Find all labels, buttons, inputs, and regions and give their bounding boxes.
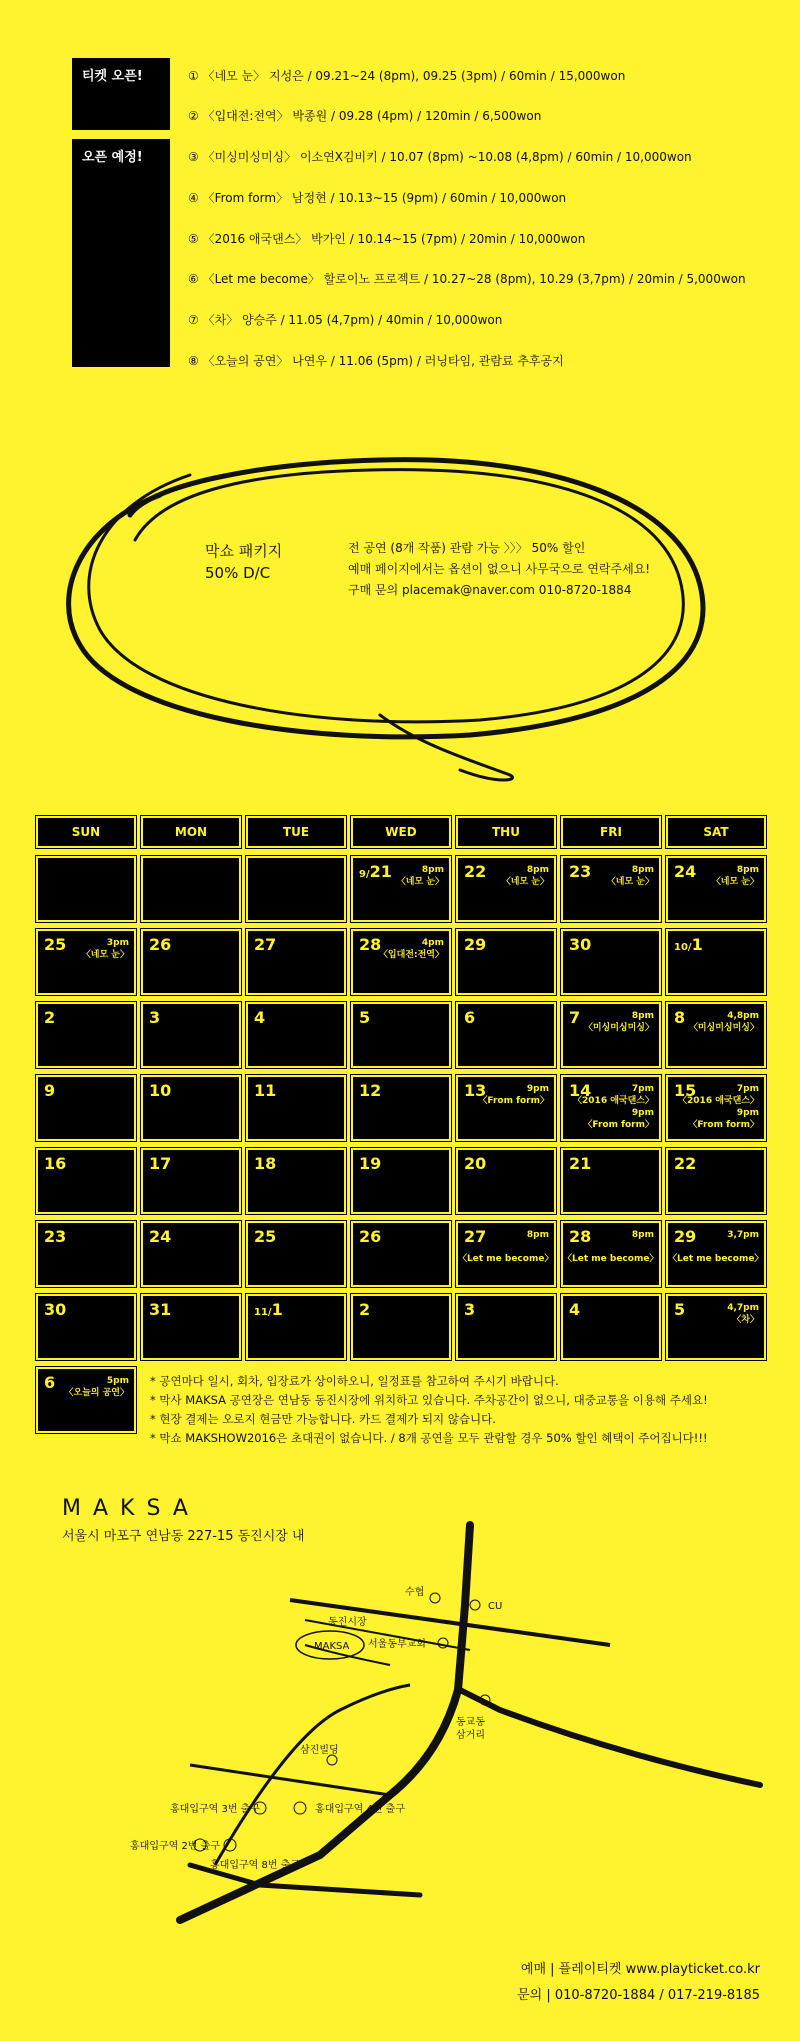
calendar-event	[478, 1083, 549, 1107]
calendar-event	[502, 864, 549, 888]
calendar-date	[674, 1008, 685, 1027]
calendar-day-number: 26	[359, 1227, 382, 1246]
calendar-date	[44, 1008, 55, 1027]
calendar-cell	[666, 1148, 766, 1214]
calendar-date	[149, 935, 171, 954]
ticket-open-label: 티켓 오픈!	[72, 58, 170, 130]
calendar-date	[254, 1008, 265, 1027]
calendar-date	[674, 862, 696, 881]
calendar-day-number: 7	[569, 1008, 581, 1027]
calendar-date	[44, 1227, 66, 1246]
calendar-cell	[351, 1002, 451, 1068]
calendar-day-number: 16	[44, 1154, 67, 1173]
calendar-day-number: 9	[44, 1081, 56, 1100]
calendar-cell	[561, 929, 661, 995]
calendar-event-line: 5pm	[106, 1376, 129, 1386]
calendar-date	[44, 1081, 55, 1100]
calendar-cell	[246, 856, 346, 922]
calendar-date	[569, 935, 591, 954]
calendar-date	[464, 862, 486, 881]
schedule-item-5: ⑤ 〈2016 애국댄스〉 박가인 / 10.14~15 (7pm) / 20min / 10,000won	[188, 232, 586, 246]
calendar-day-number: 5	[359, 1008, 371, 1027]
calendar-date	[674, 935, 703, 954]
calendar-cell	[561, 1221, 661, 1287]
calendar-event	[712, 864, 759, 888]
calendar-cell	[36, 1367, 136, 1433]
calendar-event-line: 〈미싱미싱미싱〉	[583, 1023, 654, 1033]
calendar-event	[64, 1375, 129, 1399]
calendar-event-line	[668, 1241, 759, 1253]
footer-contact: 문의 | 010-8720-1884 / 017-219-8185	[517, 1988, 760, 2003]
note-2: * 막사 MAKSA 공연장은 연남동 동진시장에 위치하고 있습니다. 주차공간이 없으니, 대중교통을 이용해 주세요!	[150, 1393, 708, 1407]
calendar-cell	[36, 1294, 136, 1360]
calendar-cell	[246, 929, 346, 995]
schedule-item-7: ⑦ 〈차〉 양승주 / 11.05 (4,7pm) / 40min / 10,000won	[188, 313, 503, 327]
schedule-item-2: ② 〈입대전:전역〉 박종원 / 09.28 (4pm) / 120min / 6,500won	[188, 109, 542, 123]
map-exit3: 홍대입구역 3번 출구	[170, 1804, 260, 1815]
calendar-cell	[666, 1075, 766, 1141]
calendar-event-line: 8pm	[736, 865, 759, 875]
calendar-cell	[666, 1294, 766, 1360]
calendar-event-line: 〈2016 애국댄스〉	[678, 1096, 759, 1106]
calendar-day-number: 18	[254, 1154, 277, 1173]
map-junction1: 동교동	[456, 1717, 485, 1728]
calendar-date	[44, 935, 66, 954]
day-header-fri: FRI	[561, 816, 661, 848]
calendar-day-number: 30	[44, 1300, 67, 1319]
calendar-cell	[351, 1075, 451, 1141]
calendar-date	[359, 935, 381, 954]
calendar-day-number: 22	[674, 1154, 697, 1173]
calendar-day-number: 31	[149, 1300, 172, 1319]
calendar-cell	[351, 1148, 451, 1214]
calendar-event-line: 〈네모 눈〉	[606, 877, 654, 887]
calendar-event	[82, 937, 129, 961]
calendar-day-number: 1	[271, 1300, 283, 1319]
calendar-cell	[246, 1294, 346, 1360]
calendar-cell	[36, 1002, 136, 1068]
map-dongjin: 동진시장	[328, 1617, 367, 1628]
day-header-thu: THU	[456, 816, 556, 848]
calendar-date	[254, 1154, 276, 1173]
map-church: 서울동부교회	[368, 1639, 426, 1650]
calendar-event	[379, 937, 444, 961]
calendar-event-line	[563, 1241, 654, 1253]
calendar-cell	[36, 929, 136, 995]
calendar-cell	[666, 856, 766, 922]
calendar-day-number: 6	[44, 1373, 56, 1392]
calendar-event-line: 4,7pm	[727, 1303, 759, 1313]
calendar-cell	[141, 1075, 241, 1141]
calendar-cell	[351, 1221, 451, 1287]
calendar-cell	[246, 1002, 346, 1068]
calendar-event-line: 〈네모 눈〉	[81, 950, 129, 960]
calendar-cell	[141, 1221, 241, 1287]
calendar-day-number: 21	[369, 862, 392, 881]
calendar-cell	[561, 1148, 661, 1214]
calendar-day-number: 23	[44, 1227, 67, 1246]
calendar-event-line: 〈Let me become〉	[563, 1254, 659, 1264]
calendar-date	[359, 1227, 381, 1246]
calendar-event-line: 〈Let me become〉	[668, 1254, 764, 1264]
calendar-date	[149, 1081, 171, 1100]
calendar-day-number: 4	[569, 1300, 581, 1319]
calendar-event-line: 8pm	[421, 865, 444, 875]
calendar-cell	[246, 1148, 346, 1214]
calendar-event-line: 9pm	[736, 1108, 759, 1118]
calendar-event	[607, 864, 654, 888]
calendar-date	[44, 1373, 55, 1392]
calendar-event-line: 〈미싱미싱미싱〉	[688, 1023, 759, 1033]
calendar-event-line: 3pm	[106, 938, 129, 948]
calendar-event-line: 9pm	[526, 1084, 549, 1094]
schedule-item-1: ① 〈네모 눈〉 지성은 / 09.21~24 (8pm), 09.25 (3pm) / 60min / 15,000won	[188, 69, 626, 83]
note-3: * 현장 결제는 오로지 현금만 가능합니다. 카드 결제가 되지 않습니다.	[150, 1412, 496, 1426]
schedule-item-3: ③ 〈미싱미싱미싱〉 이소연X김비키 / 10.07 (8pm) ~10.08 (4,8pm) / 60min / 10,000won	[188, 150, 692, 164]
calendar-date	[569, 862, 591, 881]
calendar-cell	[246, 1075, 346, 1141]
calendar-date	[149, 1300, 171, 1319]
day-header-tue: TUE	[246, 816, 346, 848]
calendar-cell	[141, 1148, 241, 1214]
calendar-day-number: 2	[359, 1300, 371, 1319]
calendar-date	[674, 1154, 696, 1173]
calendar-month-prefix: 11/	[254, 1307, 272, 1318]
calendar-event	[689, 1010, 759, 1034]
calendar-day-number: 23	[569, 862, 592, 881]
calendar-day-number: 24	[674, 862, 697, 881]
calendar-cell	[141, 1002, 241, 1068]
calendar-day-number: 19	[359, 1154, 382, 1173]
calendar-date	[569, 1154, 591, 1173]
calendar-event-line: 〈2016 애국댄스〉	[573, 1096, 654, 1106]
calendar-day-number: 2	[44, 1008, 56, 1027]
calendar-event	[397, 864, 444, 888]
calendar-date	[674, 1300, 685, 1319]
calendar-event	[668, 1229, 764, 1265]
calendar-cell	[141, 929, 241, 995]
calendar-event-line: 〈Let me become〉	[458, 1254, 554, 1264]
package-ellipse-scribble	[40, 415, 740, 795]
calendar-event-line	[458, 1241, 549, 1253]
schedule-item-4: ④ 〈From form〉 남정현 / 10.13~15 (9pm) / 60min / 10,000won	[188, 191, 567, 205]
calendar-date	[359, 1008, 370, 1027]
calendar-day-number: 22	[464, 862, 487, 881]
calendar-date	[44, 1154, 66, 1173]
calendar-day-number: 28	[359, 935, 382, 954]
calendar-date	[359, 1300, 370, 1319]
calendar-date	[359, 862, 392, 881]
calendar-event-line: 8pm	[631, 1011, 654, 1021]
calendar-cell	[36, 1148, 136, 1214]
venue-address: 서울시 마포구 연남동 227-15 동진시장 내	[62, 1529, 305, 1544]
calendar-cell	[351, 856, 451, 922]
calendar-event-line: 〈네모 눈〉	[501, 877, 549, 887]
calendar-cell	[456, 1148, 556, 1214]
map-building: 삼진빌딩	[300, 1745, 339, 1756]
calendar-event-line: 4pm	[421, 938, 444, 948]
calendar-day-number: 17	[149, 1154, 172, 1173]
calendar-day-number: 24	[149, 1227, 172, 1246]
calendar-cell	[561, 1002, 661, 1068]
calendar-cell	[666, 1221, 766, 1287]
calendar-event	[573, 1083, 654, 1131]
calendar-event	[678, 1083, 759, 1131]
note-4: * 막쇼 MAKSHOW2016은 초대권이 없습니다. / 8개 공연을 모두 관람할 경우 50% 할인 혜택이 주어집니다!!!	[150, 1431, 708, 1445]
calendar-cell	[456, 1075, 556, 1141]
calendar-date	[464, 1008, 475, 1027]
calendar-cell	[456, 856, 556, 922]
calendar-day-number: 6	[464, 1008, 476, 1027]
calendar-event-line: 8pm	[526, 865, 549, 875]
calendar-day-number: 13	[464, 1081, 487, 1100]
calendar-day-number: 3	[464, 1300, 476, 1319]
calendar-day-number: 8	[674, 1008, 686, 1027]
calendar-day-number: 26	[149, 935, 172, 954]
calendar-event-line: 〈From form〉	[478, 1096, 549, 1106]
package-discount: 50% D/C	[205, 564, 271, 582]
calendar-cell	[351, 929, 451, 995]
calendar-event-line: 8pm	[526, 1230, 549, 1240]
calendar-month-prefix: 9/	[359, 869, 370, 880]
calendar-event	[458, 1229, 554, 1265]
calendar-day-number: 3	[149, 1008, 161, 1027]
day-header-sat: SAT	[666, 816, 766, 848]
calendar-date	[569, 1300, 580, 1319]
calendar-day-number: 30	[569, 935, 592, 954]
calendar-event-line: 〈네모 눈〉	[711, 877, 759, 887]
calendar-event-line: 4,8pm	[727, 1011, 759, 1021]
calendar-cell	[456, 1294, 556, 1360]
calendar-event-line: 7pm	[736, 1084, 759, 1094]
calendar-date	[569, 1008, 580, 1027]
calendar-event-line: 3,7pm	[727, 1230, 759, 1240]
calendar-day-number: 28	[569, 1227, 592, 1246]
note-1: * 공연마다 일시, 회차, 입장료가 상이하오니, 일정표를 참고하여 주시기 바랍니다.	[150, 1374, 559, 1388]
calendar-day-number: 29	[674, 1227, 697, 1246]
calendar-cell	[141, 1294, 241, 1360]
calendar-event-line: 8pm	[631, 1230, 654, 1240]
calendar-event-line: 9pm	[631, 1108, 654, 1118]
calendar-month-prefix: 10/	[674, 942, 692, 953]
calendar-cell	[456, 1002, 556, 1068]
map-junction2: 삼거리	[456, 1730, 485, 1741]
calendar-cell	[141, 856, 241, 922]
calendar-cell	[561, 1075, 661, 1141]
calendar-day-number: 10	[149, 1081, 172, 1100]
calendar-date	[254, 1081, 276, 1100]
calendar-day-number: 20	[464, 1154, 487, 1173]
calendar-day-number: 1	[691, 935, 703, 954]
calendar-cell	[36, 1221, 136, 1287]
calendar-cell	[666, 1002, 766, 1068]
footer-booking: 예매 | 플레이티켓 www.playticket.co.kr	[520, 1962, 760, 1977]
location-map	[130, 1525, 760, 1925]
day-header-mon: MON	[141, 816, 241, 848]
calendar-cell	[561, 856, 661, 922]
calendar-date	[44, 1300, 66, 1319]
calendar-event-line: 7pm	[631, 1084, 654, 1094]
calendar-date	[149, 1154, 171, 1173]
calendar-day-number: 14	[569, 1081, 592, 1100]
calendar-date	[254, 1300, 283, 1319]
calendar-cell	[36, 1075, 136, 1141]
calendar-event-line: 〈오늘의 공연〉	[64, 1388, 129, 1398]
calendar-event-line: 〈From form〉	[583, 1120, 654, 1130]
package-line-2: 예매 페이지에서는 옵션이 없으니 사무국으로 연락주세요!	[348, 562, 651, 576]
calendar-date	[359, 1081, 381, 1100]
calendar-cell	[351, 1294, 451, 1360]
package-title: 막쇼 패키지	[205, 542, 283, 560]
calendar-event-line: 〈입대전:전역〉	[378, 950, 444, 960]
calendar-event	[727, 1302, 759, 1326]
calendar-date	[464, 1300, 475, 1319]
calendar-event-line: 〈네모 눈〉	[396, 877, 444, 887]
calendar-cell	[246, 1221, 346, 1287]
calendar-day-number: 27	[464, 1227, 487, 1246]
calendar-day-number: 5	[674, 1300, 686, 1319]
calendar-day-number: 11	[254, 1081, 277, 1100]
calendar-date	[359, 1154, 381, 1173]
map-exit8: 홍대입구역 8번 출구	[210, 1860, 300, 1871]
calendar-event-line: 〈From form〉	[688, 1120, 759, 1130]
calendar-cell	[456, 1221, 556, 1287]
calendar-cell	[666, 929, 766, 995]
package-line-3: 구매 문의 placemak@naver.com 010-8720-1884	[348, 583, 632, 597]
calendar-day-number: 25	[44, 935, 67, 954]
map-cu: CU	[488, 1601, 503, 1612]
schedule-item-8: ⑧ 〈오늘의 공연〉 나연우 / 11.06 (5pm) / 러닝타임, 관람료 추후공지	[188, 354, 564, 368]
calendar-day-number: 27	[254, 935, 277, 954]
schedule-item-6: ⑥ 〈Let me become〉 할로이노 프로젝트 / 10.27~28 (8pm), 10.29 (3,7pm) / 20min / 5,000won	[188, 272, 746, 286]
calendar-date	[254, 1227, 276, 1246]
coming-open-label: 오픈 예정!	[72, 139, 170, 367]
day-header-wed: WED	[351, 816, 451, 848]
map-exit2: 홍대입구역 2번 출구	[130, 1841, 220, 1852]
calendar-date	[149, 1227, 171, 1246]
calendar-event	[563, 1229, 659, 1265]
calendar-event-line: 8pm	[631, 865, 654, 875]
calendar-event-line: 〈차〉	[732, 1315, 759, 1325]
calendar-cell	[456, 929, 556, 995]
calendar-date	[464, 1154, 486, 1173]
package-line-1: 전 공연 (8개 작품) 관람 가능 〉〉〉 50% 할인	[348, 541, 586, 555]
calendar-date	[464, 935, 486, 954]
map-exit4: 홍대입구역 4번 출구	[315, 1804, 405, 1815]
calendar-event	[584, 1010, 654, 1034]
calendar-day-number: 29	[464, 935, 487, 954]
calendar-day-number: 21	[569, 1154, 592, 1173]
calendar-cell	[561, 1294, 661, 1360]
map-suhyup: 수협	[405, 1587, 425, 1598]
calendar-day-number: 15	[674, 1081, 697, 1100]
calendar-cell	[36, 856, 136, 922]
map-maksa: MAKSA	[314, 1641, 350, 1652]
calendar-day-number: 25	[254, 1227, 277, 1246]
day-header-sun: SUN	[36, 816, 136, 848]
notes	[150, 1372, 708, 1448]
maksa-logo: MAKSA	[62, 1496, 200, 1521]
calendar-date	[254, 935, 276, 954]
calendar-date	[149, 1008, 160, 1027]
calendar-day-number: 12	[359, 1081, 382, 1100]
calendar-day-number: 4	[254, 1008, 266, 1027]
